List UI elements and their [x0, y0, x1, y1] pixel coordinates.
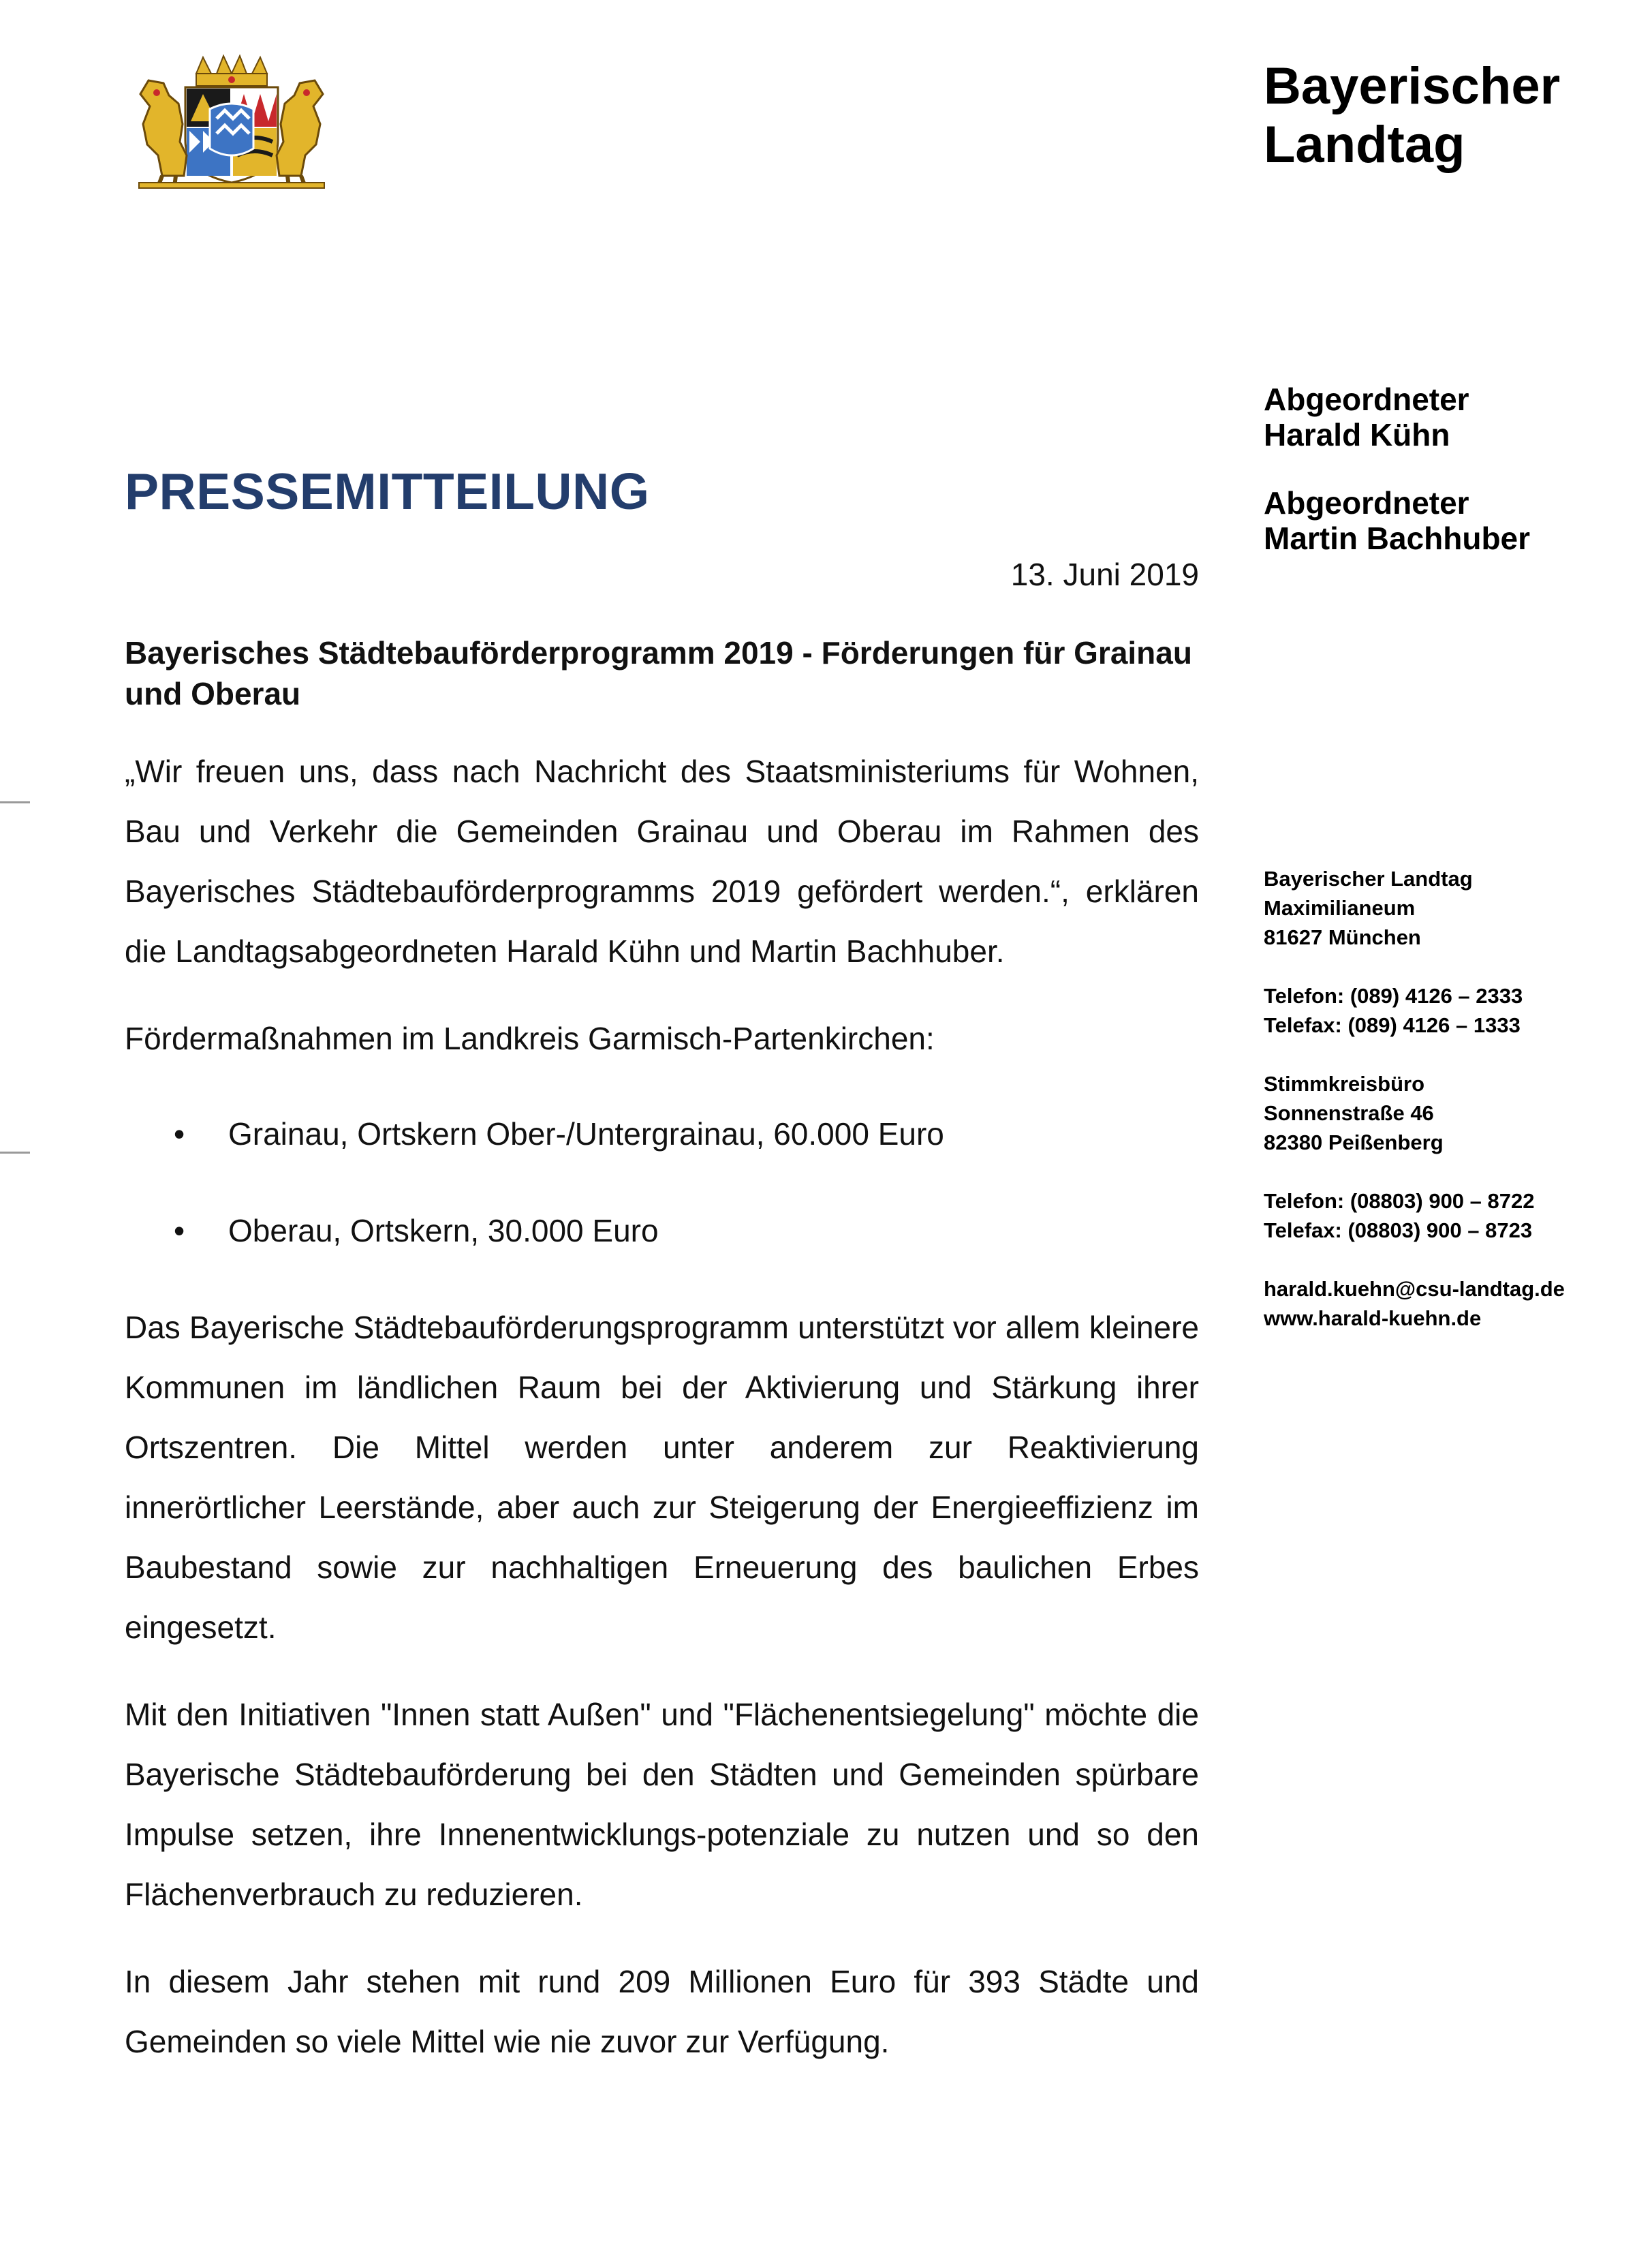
list-item: • Grainau, Ortskern Ober-/Untergrainau, 60.000 Euro [125, 1104, 1199, 1164]
shield-icon [185, 87, 278, 183]
member-role: Abgeordneter [1264, 485, 1469, 521]
funding-list [125, 1104, 1199, 1261]
member-entry [1264, 485, 1618, 556]
member-name: Harald Kühn [1264, 417, 1450, 452]
member-list [1264, 382, 1618, 589]
website-link[interactable]: www.harald-kuehn.de [1264, 1306, 1482, 1330]
body-paragraph: Fördermaßnahmen im Landkreis Garmisch-Partenkirchen: [125, 1021, 935, 1056]
fax-line: Telefax: (08803) 900 – 8723 [1264, 1218, 1533, 1242]
body-paragraph: Das Bayerische Städtebauförderungsprogramm unterstützt vor allem kleinere Kommunen im ländlichen Raum bei der Aktivierung und Stärkung ihrer Ortszentren. Die Mittel werden unter anderem zur Reaktivierung innerörtlicher Leerstände, aber auch zur Steigerung der Energieeffizienz im Baubestand sowie zur nachhaltigen Erneuerung des baulichen Erbes eingesetzt. [125, 1310, 1199, 1645]
member-name: Martin Bachhuber [1264, 521, 1531, 556]
fold-mark [0, 1152, 30, 1154]
fold-mark [0, 801, 30, 803]
address-line: 81627 München [1264, 925, 1421, 949]
landtag-address [1264, 864, 1645, 952]
address-line: 82380 Peißenberg [1264, 1130, 1444, 1154]
office-address [1264, 1069, 1645, 1157]
online-contact [1264, 1274, 1645, 1333]
left-lion-icon [140, 80, 187, 187]
phone-line: Telefon: (089) 4126 – 2333 [1264, 984, 1523, 1008]
contact-sidebar [1264, 864, 1645, 1362]
email-link[interactable]: harald.kuehn@csu-landtag.de [1264, 1277, 1565, 1301]
institution-line: Bayerischer [1264, 57, 1561, 115]
address-line: Maximilianeum [1264, 896, 1416, 920]
crown-icon [196, 56, 267, 86]
institution-line: Landtag [1264, 116, 1465, 174]
address-line: Stimmkreisbüro [1264, 1072, 1425, 1096]
office-phone [1264, 1186, 1645, 1245]
body-paragraph: In diesem Jahr stehen mit rund 209 Millionen Euro für 393 Städte und Gemeinden so viele Mittel wie nie zuvor zur Verfügung. [125, 1964, 1199, 2059]
fax-line: Telefax: (089) 4126 – 1333 [1264, 1013, 1521, 1037]
press-date: 13. Juni 2019 [1010, 557, 1199, 592]
body-paragraph: Mit den Initiativen "Innen statt Außen" und "Flächenentsiegelung" möchte die Bayerische Städtebauförderung bei den Städten und Gemeinden spürbare Impulse setzen, ihre Innenentwicklungs-potenziale zu nutzen und so den Flächenverbrauch zu reduzieren. [125, 1697, 1199, 1912]
press-body [125, 741, 1199, 2071]
press-subject: Bayerisches Städtebauförderprogramm 2019 - Förderungen für Grainau und Oberau [125, 635, 1192, 711]
member-entry [1264, 382, 1618, 452]
right-lion-icon [277, 80, 323, 187]
phone-line: Telefon: (08803) 900 – 8722 [1264, 1189, 1535, 1213]
page-title: PRESSEMITTEILUNG [125, 463, 650, 520]
address-line: Sonnenstraße 46 [1264, 1101, 1434, 1125]
coat-of-arms-icon [121, 53, 342, 189]
address-line: Bayerischer Landtag [1264, 867, 1473, 891]
list-item: • Oberau, Ortskern, 30.000 Euro [125, 1201, 1199, 1261]
body-paragraph: „Wir freuen uns, dass nach Nachricht des Staatsministeriums für Wohnen, Bau und Verkehr die Gemeinden Grainau und Oberau im Rahmen des Bayerisches Städtebauförderprogramms 2019 gefördert werden.“, erklären die Landtagsabgeordneten Harald Kühn und Martin Bachhuber. [125, 754, 1199, 969]
member-role: Abgeordneter [1264, 382, 1469, 417]
institution-wordmark [1264, 57, 1560, 174]
landtag-phone [1264, 981, 1645, 1040]
